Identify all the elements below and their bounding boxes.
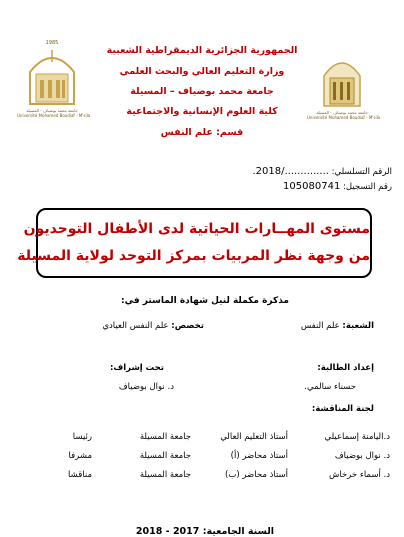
member-rank: أستاذ محاضر (ب) — [225, 470, 288, 480]
member-name: د. نوال بوضياف — [334, 451, 390, 461]
member-rank: أستاذ محاضر (أ) — [230, 451, 288, 461]
supervisor-label: تحت إشراف: — [109, 363, 164, 373]
logo-left-year: 1985 — [45, 40, 59, 46]
thesis-title-line-1: مستوى المهــارات الحياتية لدى الأطفال التوحديون — [23, 221, 370, 237]
university-logo-right — [318, 52, 366, 108]
academic-year: السنة الجامعية: 2017 - 2018 — [135, 526, 275, 537]
specialty-label: تخصص: — [171, 321, 204, 331]
serial-value: ............../2018. — [252, 166, 329, 177]
member-university: جامعة المسيلة — [139, 470, 191, 480]
header-republic: الجمهورية الجزائرية الديمقراطية الشعبية — [106, 45, 298, 56]
logo-right-caption-en: Université Mohamed Boudiaf - M'sila — [307, 115, 381, 120]
branch-label: الشعبة: — [342, 321, 374, 331]
logo-right-caption: جامعة محمد بوضياف - المسيلة — [316, 110, 368, 115]
registration-value: 105080741 — [283, 181, 341, 192]
member-name: د. أسماء خرخاش — [328, 470, 390, 480]
branch-value: علم النفس — [300, 321, 340, 331]
member-university: جامعة المسيلة — [139, 451, 191, 461]
prepared-label: إعداد الطالبة: — [317, 363, 374, 373]
member-rank: أستاذ التعليم العالي — [220, 432, 288, 442]
header-university: جامعة محمد بوضياف – المسيلة — [130, 86, 274, 97]
prepared-value: حسناء سالمي. — [304, 382, 356, 392]
university-emblem-icon — [22, 44, 82, 108]
thesis-title-line-2: من وجهة نظر المربيات بمركز التوحد لولاية المسيلة — [17, 248, 370, 264]
header-department: قسم: علم النفس — [160, 127, 244, 138]
serial-number — [252, 166, 392, 177]
member-name: د.اليامنة إسماعيلي — [324, 432, 390, 442]
supervisor-value: د. نوال بوضياف — [118, 382, 174, 392]
member-role: رئيسا — [72, 432, 92, 442]
serial-label: الرقم التسلسلي: — [331, 167, 392, 177]
committee-label: لجنة المناقشة: — [311, 404, 374, 414]
registration-label: رقم التسجيل: — [343, 182, 392, 192]
header-faculty: كلية العلوم الإنسانية والاجتماعية — [126, 106, 278, 117]
registration-number — [283, 181, 392, 192]
logo-left-caption: جامعة محمد بوضياف - المسيلة — [26, 108, 78, 113]
university-logo-left — [22, 44, 82, 108]
thesis-title-box — [17, 208, 372, 278]
memo-text: مذكرة مكملة لنيل شهادة الماستر في: — [120, 296, 290, 306]
member-university: جامعة المسيلة — [139, 432, 191, 442]
member-role: مناقشا — [68, 470, 92, 480]
university-building-icon — [318, 52, 366, 108]
branch — [301, 321, 374, 331]
header-ministry: وزارة التعليم العالي والبحث العلمي — [119, 66, 285, 77]
specialty — [102, 321, 204, 331]
logo-left-caption-en: Université Mohamed Boudiaf - M'sila — [17, 113, 91, 118]
member-role: مشرفا — [68, 451, 92, 461]
specialty-value: علم النفس العيادي — [102, 321, 169, 331]
